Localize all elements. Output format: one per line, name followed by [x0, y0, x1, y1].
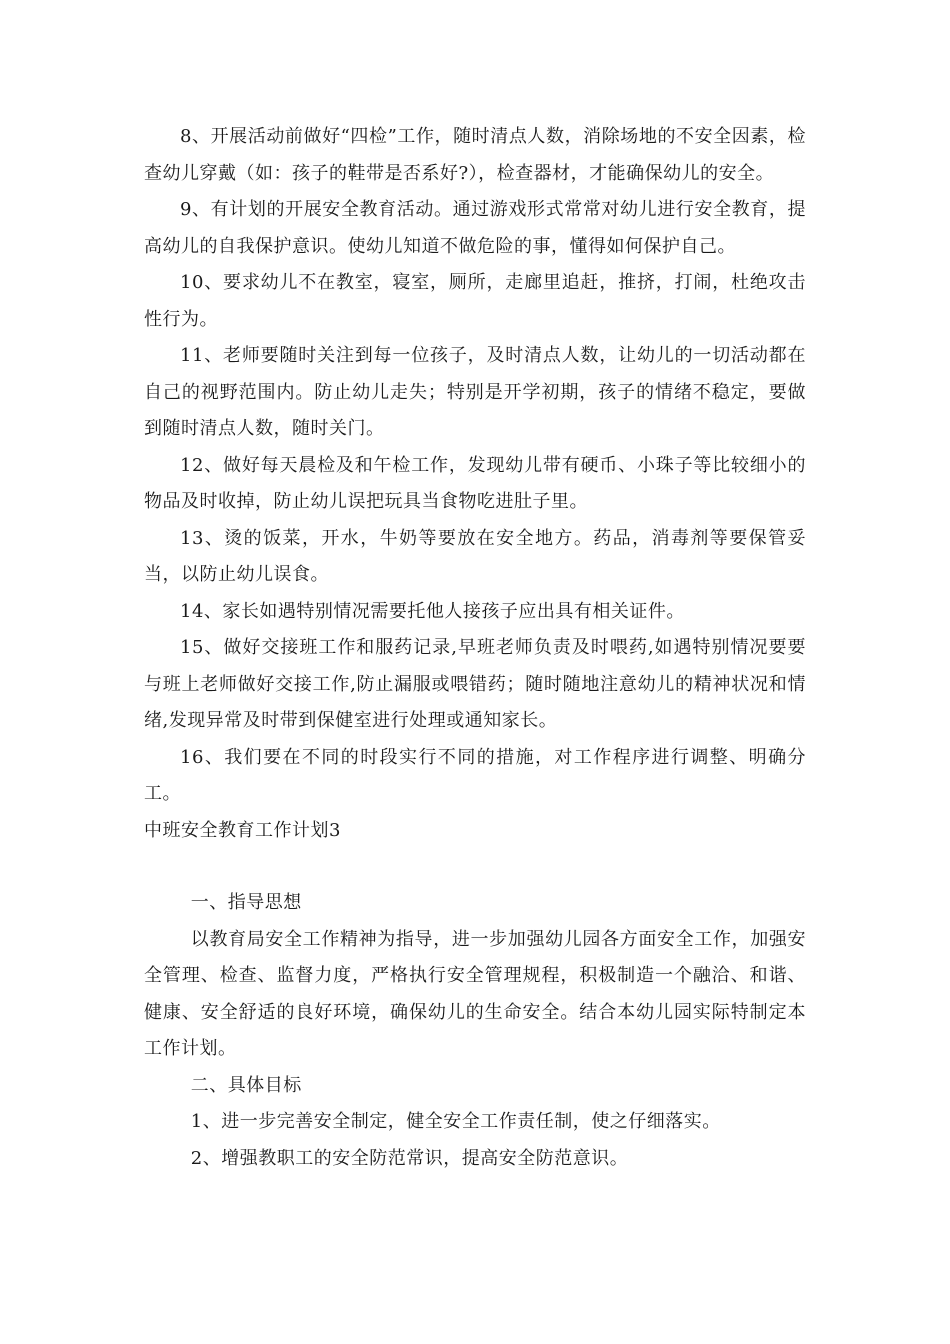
rule-paragraph-16: 16、我们要在不同的时段实行不同的措施，对工作程序进行调整、明确分工。 [144, 746, 806, 804]
heading-specific-goals: 二、具体目标 [190, 1074, 302, 1096]
heading-guiding-thought: 一、指导思想 [190, 892, 302, 913]
rule-paragraph-8: 8、开展活动前做好“四检”工作，随时清点人数，消除场地的不安全因素，检查幼儿穿戴（如：孩子的鞋带是否系好?），检查器材，才能确保幼儿的安全。 [144, 126, 806, 184]
rule-paragraph-13: 13、烫的饭菜，开水，牛奶等要放在安全地方。药品，消毒剂等要保管妥当，以防止幼儿误食。 [144, 527, 806, 585]
rule-paragraph-11: 11、老师要随时关注到每一位孩子，及时清点人数，让幼儿的一切活动都在自己的视野范围内。防止幼儿走失；特别是开学初期，孩子的情绪不稳定，要做到随时清点人数，随时关门。 [144, 345, 806, 439]
rule-paragraph-15: 15、做好交接班工作和服药记录,早班老师负责及时喂药,如遇特别情况要要与班上老师做好交接工作,防止漏服或喂错药；随时随地注意幼儿的精神状况和情绪,发现异常及时带到保健室进行处理或通知家长。 [144, 637, 806, 731]
goal-item-2: 2、增强教职工的安全防范常识，提高安全防范意识。 [190, 1147, 629, 1169]
section-title: 中班安全教育工作计划3 [144, 819, 341, 841]
guiding-paragraph: 以教育局安全工作精神为指导，进一步加强幼儿园各方面安全工作，加强安全管理、检查、监督力度，严格执行安全管理规程，积极制造一个融洽、和谐、健康、安全舒适的良好环境，确保幼儿的生命安全。结合本幼儿园实际特制定本工作计划。 [144, 928, 806, 1059]
rule-paragraph-9: 9、有计划的开展安全教育活动。通过游戏形式常常对幼儿进行安全教育，提高幼儿的自我保护意识。使幼儿知道不做危险的事，懂得如何保护自己。 [144, 199, 806, 257]
document-body [144, 119, 806, 1177]
rule-paragraph-10: 10、要求幼儿不在教室，寝室，厕所，走廊里追赶，推挤，打闹，杜绝攻击性行为。 [144, 272, 806, 330]
rule-paragraph-14: 14、家长如遇特别情况需要托他人接孩子应出具有相关证件。 [180, 600, 685, 622]
blank-line [144, 849, 806, 885]
goal-item-1: 1、进一步完善安全制定，健全安全工作责任制，使之仔细落实。 [190, 1111, 721, 1132]
rule-paragraph-12: 12、做好每天晨检及和午检工作，发现幼儿带有硬币、小珠子等比较细小的物品及时收掉，防止幼儿误把玩具当食物吃进肚子里。 [144, 454, 806, 512]
